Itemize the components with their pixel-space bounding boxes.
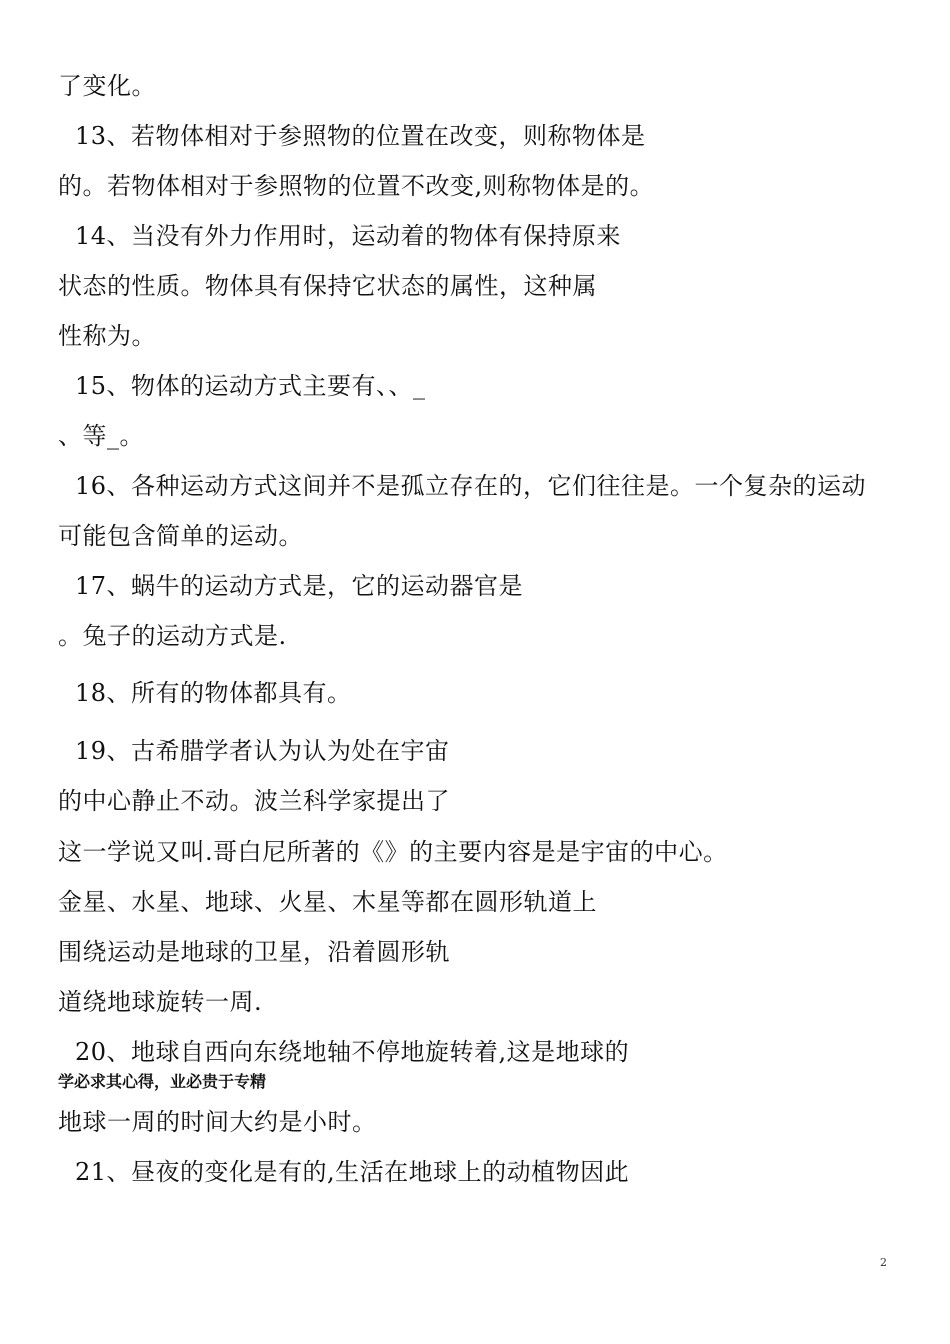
question-19-line-6: 道绕地球旋转一周. (58, 988, 263, 1016)
question-20-line-2: 地球一周的时间大约是小时。 (58, 1108, 377, 1136)
question-17-line-2: 。兔子的运动方式是. (58, 622, 287, 650)
question-14-line-1: 14、当没有外力作用时，运动着的物体有保持原来 (75, 222, 622, 250)
question-15-line-2: 、等_。 (58, 422, 144, 450)
question-13-line-2: 的。若物体相对于参照物的位置不改变,则称物体是的。 (58, 172, 655, 200)
question-17-line-1: 17、蜗牛的运动方式是，它的运动器官是 (75, 572, 524, 600)
question-19-line-4: 金星、水星、地球、火星、木星等都在圆形轨道上 (58, 888, 597, 916)
footer-motto: 学必求其心得，业必贵于专精 (58, 1072, 267, 1091)
question-19-line-5: 围绕运动是地球的卫星，沿着圆形轨 (58, 938, 450, 966)
question-16-line-1: 16、各种运动方式这间并不是孤立存在的，它们往往是。一个复杂的运动 (75, 472, 867, 500)
question-15-line-1: 15、物体的运动方式主要有、、_ (75, 372, 426, 400)
question-16-line-2: 可能包含简单的运动。 (58, 522, 303, 550)
question-21-line-1: 21、昼夜的变化是有的,生活在地球上的动植物因此 (75, 1158, 630, 1186)
page-number: 2 (880, 1256, 887, 1269)
question-14-line-2: 状态的性质。物体具有保持它状态的属性，这种属 (58, 272, 597, 300)
question-20-line-1: 20、地球自西向东绕地轴不停地旋转着,这是地球的 (75, 1038, 630, 1066)
question-19-line-3: 这一学说又叫.哥白尼所著的《》的主要内容是是宇宙的中心。 (58, 838, 728, 866)
text-line: 了变化。 (58, 72, 156, 100)
question-14-line-3: 性称为。 (58, 322, 156, 350)
question-18-line-1: 18、所有的物体都具有。 (75, 679, 352, 707)
question-19-line-1: 19、古希腊学者认为认为处在宇宙 (75, 737, 450, 765)
question-13-line-1: 13、若物体相对于参照物的位置在改变，则称物体是 (75, 122, 646, 150)
question-19-line-2: 的中心静止不动。波兰科学家提出了 (58, 787, 450, 815)
